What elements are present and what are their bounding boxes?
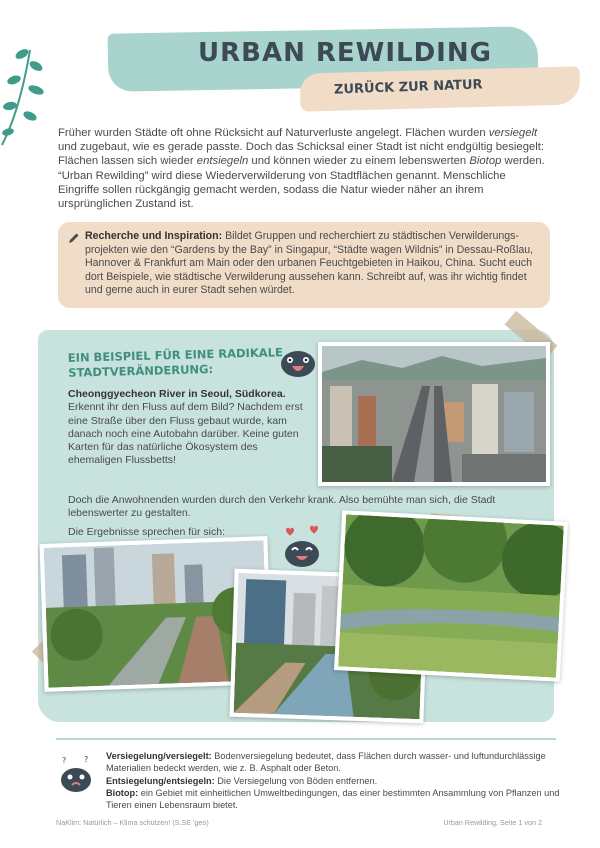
task-text: Bildet Gruppen und recherchiert zu städtischen Verwilderungs-projekten wie den “Gardens by the Bay” in Singapur, “Städte wagen Wildnis” in Dessau-Roßlau, Hannover & Frankfurt am Main oder den urbanen Feuchtgebieten in Haikou, China. Sucht euch dort Beispiele, wie städtische Verwilderung aussehen kann. Schreibt auf, was ihr wichtig findet und gerne auch in eurer Stadt sehen würdet. [85,230,534,297]
footer-source: NaKlim: Natürlich – Klima schützen! (S.SE 'geo) [56,818,209,827]
svg-text:?: ? [84,755,89,764]
glossary [106,750,566,811]
glossary-divider [56,738,556,740]
pencil-icon [68,232,80,244]
leaf-branch-icon [0,40,52,150]
glossary-entry: Biotop: ein Gebiet mit einheitlichen Umweltbedingungen, das einer bestimmten Ansammlung von Pflanzen und Tieren einen Lebensraum bietet. [106,787,560,811]
page-title: URBAN REWILDING [198,38,492,68]
page-subtitle: ZURÜCK ZUR NATUR [333,77,483,98]
glossary-entry: Entsiegelung/entsiegeln: Die Versiegelung von Böden entfernen. [106,775,378,786]
glossary-entry: Versiegelung/versiegelt: Bodenversiegelung bedeutet, dass Flächen durch wasser- und luftundurchlässige Materialien bedeckt werden, wie z. B. Asphalt oder Beton. [106,751,546,774]
photo-green-stream [334,510,568,682]
footer-page-number: Urban Rewilding, Seite 1 von 2 [443,818,542,827]
intro-paragraph: Früher wurden Städte oft ohne Rücksicht auf Naturverluste angelegt. Flächen wurden versiegelt und zugebaut, wie es gerade passte. Doch das Schicksal einer Stadt ist nicht endgültig besiegelt: Flächen lassen sich wieder entsiegeln und können wieder zu einem lebenswerten Biotop werden. “Urban Rewilding” wird diese Wiederverwilderung von Stadtflächen genannt. Menschliche Eingriffe sollen rückgängig gemacht werden, sodass die Natur wieder näher an ihrem ursprünglichen Zustand ist. [58,127,545,211]
svg-text:?: ? [62,756,67,765]
mascot-excited-icon [278,344,318,378]
example-text-continued: Doch die Anwohnenden wurden durch den Verkehr krank. Also bemühte man sich, die Stadt lebenswerter zu gestalten. Die Ergebnisse sprechen für sich: [68,494,496,538]
example-title: EIN BEISPIEL FÜR EINE RADIKALE STADTVERÄNDERUNG: [67,345,284,380]
task-label: Recherche und Inspiration: [85,230,223,242]
example-place: Cheonggyecheon River in Seoul, Südkorea. [68,388,286,400]
mascot-thinking-icon [58,754,94,794]
photo-seoul-highway [318,342,550,486]
task-box [58,222,550,308]
example-text: Cheonggyecheon River in Seoul, Südkorea. Erkennt ihr den Fluss auf dem Bild? Nachdem erst eine Straße über den Fluss gebaut wurde, kam danach noch eine Autobahn darüber. Keine guten Karten für das natürliche Ökosystem des ehemaligen Flussbetts! [68,388,303,467]
mascot-hearts-icon [280,524,324,570]
